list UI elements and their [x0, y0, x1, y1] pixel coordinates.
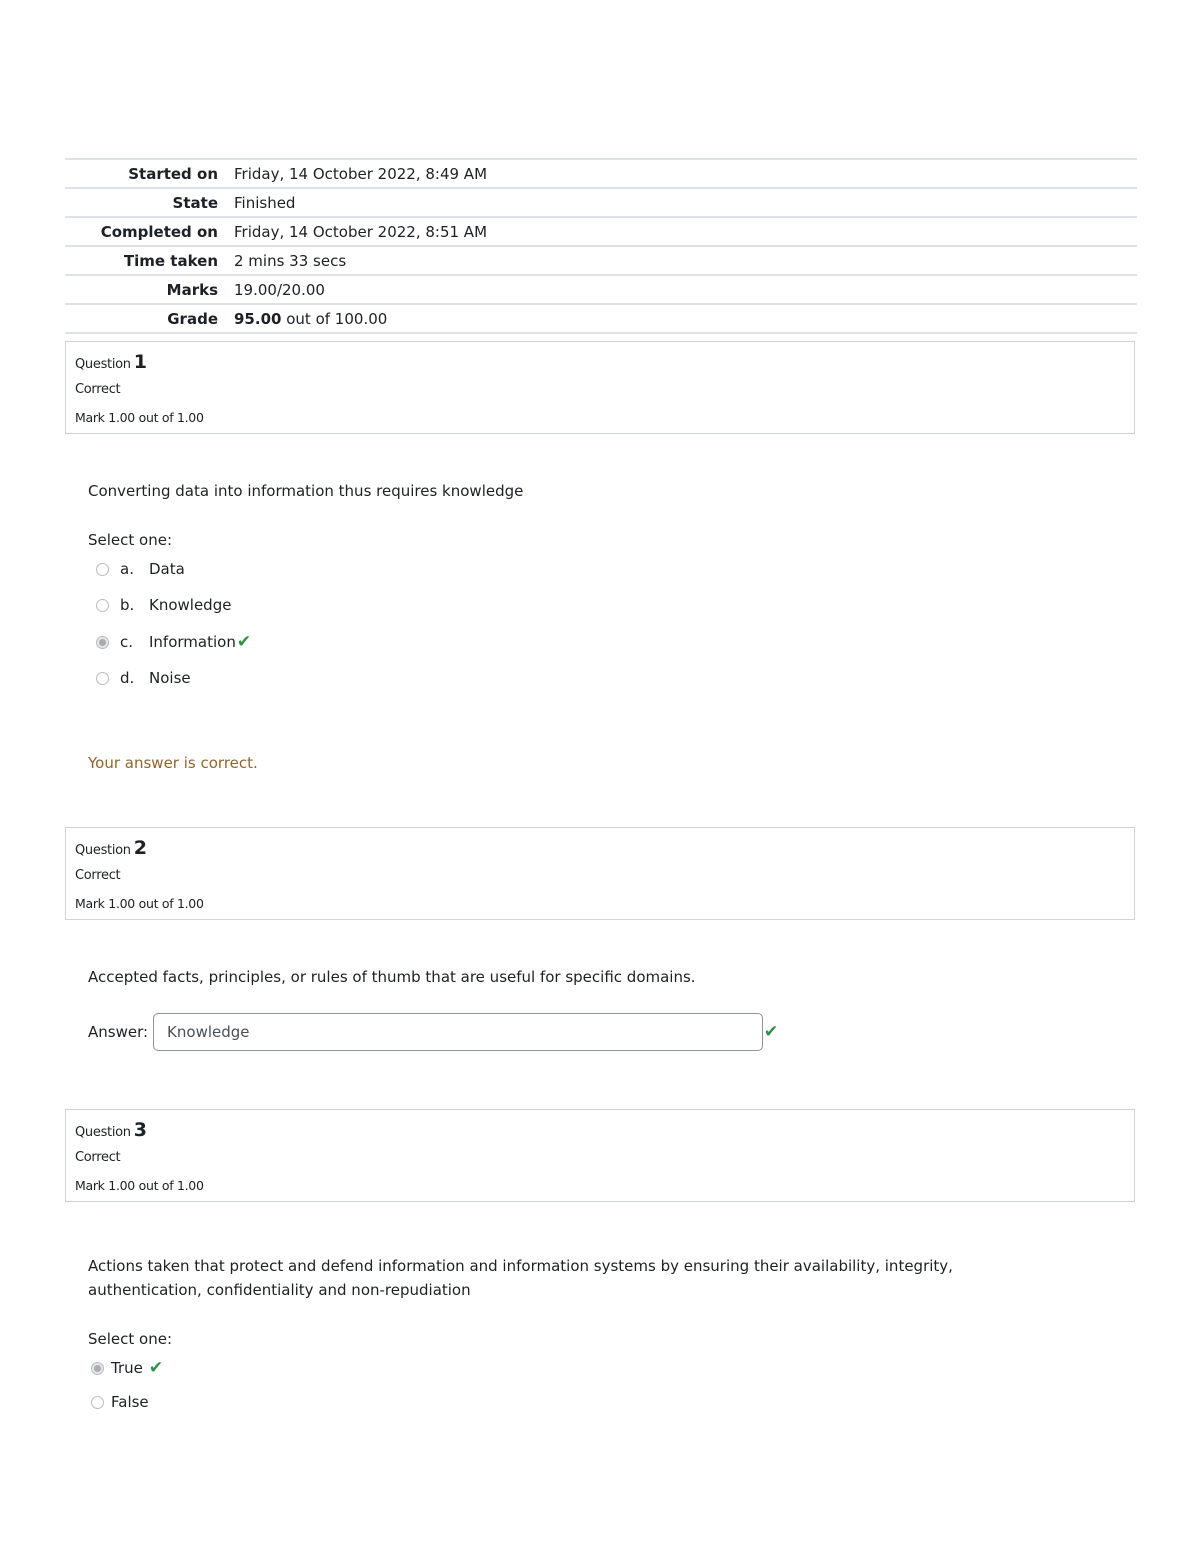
summary-value: Friday, 14 October 2022, 8:49 AM [234, 165, 488, 183]
question-number [75, 1119, 147, 1141]
summary-row-completed-on [65, 217, 1137, 246]
question-label: Question [75, 1125, 131, 1140]
check-icon: ✔ [148, 1358, 164, 1378]
grade-suffix: out of 100.00 [286, 310, 388, 328]
radio-button-selected[interactable] [96, 636, 109, 649]
option-letter: d. [120, 669, 135, 687]
question-number-value: 3 [133, 1119, 147, 1141]
question-number [75, 351, 147, 373]
question-grade: Mark 1.00 out of 1.00 [75, 896, 204, 911]
option-text: Information [149, 633, 236, 651]
option-letter: a. [120, 560, 134, 578]
summary-row-grade [65, 304, 1137, 333]
question-1-option-b[interactable] [96, 595, 231, 615]
question-grade: Mark 1.00 out of 1.00 [75, 1178, 204, 1193]
question-1-text: Converting data into information thus requires knowledge [88, 482, 524, 500]
question-1-option-a[interactable] [96, 559, 185, 579]
summary-value: Friday, 14 October 2022, 8:51 AM [234, 223, 488, 241]
question-3-option-false[interactable] [91, 1392, 149, 1412]
answer-input[interactable]: Knowledge [153, 1013, 763, 1051]
radio-button-selected[interactable] [91, 1362, 104, 1375]
question-2-text: Accepted facts, principles, or rules of thumb that are useful for specific domains. [88, 968, 696, 986]
option-text: True [111, 1359, 143, 1377]
question-number-value: 2 [133, 837, 147, 859]
question-label: Question [75, 843, 131, 858]
question-1-info [65, 341, 1135, 434]
summary-row-state [65, 188, 1137, 217]
summary-row-started-on [65, 159, 1137, 188]
check-icon: ✔ [764, 1022, 779, 1042]
grade-score: 95.00 [234, 310, 282, 328]
summary-row-time-taken [65, 246, 1137, 275]
summary-label: Grade [167, 310, 218, 328]
option-text: False [111, 1393, 149, 1411]
summary-value: 2 mins 33 secs [234, 252, 347, 270]
summary-label: Started on [128, 165, 218, 183]
question-state: Correct [75, 868, 121, 883]
question-1-feedback: Your answer is correct. [88, 754, 258, 772]
question-number-value: 1 [133, 351, 147, 373]
summary-value [234, 304, 1137, 333]
check-icon: ✔ [236, 632, 252, 652]
question-state: Correct [75, 382, 121, 397]
question-2-answer-row [88, 1013, 778, 1051]
summary-value: Finished [234, 194, 296, 212]
question-1-prompt: Select one: [88, 531, 173, 549]
radio-button[interactable] [96, 672, 109, 685]
option-text: Noise [149, 669, 191, 687]
radio-button[interactable] [91, 1396, 104, 1409]
question-1-option-d[interactable] [96, 668, 191, 688]
summary-value: 19.00/20.00 [234, 281, 325, 299]
option-text: Data [149, 560, 185, 578]
question-3-text: Actions taken that protect and defend information and information systems by ensuring their availability, integrity, authentication, confidentiality and non-repudiation [88, 1257, 953, 1299]
option-letter: b. [120, 596, 135, 614]
question-3-prompt: Select one: [88, 1330, 173, 1348]
question-label: Question [75, 357, 131, 372]
option-text: Knowledge [149, 596, 232, 614]
question-grade: Mark 1.00 out of 1.00 [75, 410, 204, 425]
summary-label: Time taken [123, 252, 218, 270]
question-3-info [65, 1109, 1135, 1202]
option-letter: c. [120, 633, 134, 651]
radio-button[interactable] [96, 563, 109, 576]
summary-label: Marks [166, 281, 218, 299]
question-1-option-c[interactable] [96, 632, 251, 652]
question-2-info [65, 827, 1135, 920]
question-3-option-true[interactable] [91, 1358, 163, 1378]
summary-label: State [172, 194, 218, 212]
question-number [75, 837, 147, 859]
summary-row-marks [65, 275, 1137, 304]
answer-label: Answer: [88, 1023, 149, 1041]
radio-button[interactable] [96, 599, 109, 612]
attempt-summary-table [65, 158, 1137, 334]
summary-label: Completed on [100, 223, 218, 241]
question-state: Correct [75, 1150, 121, 1165]
